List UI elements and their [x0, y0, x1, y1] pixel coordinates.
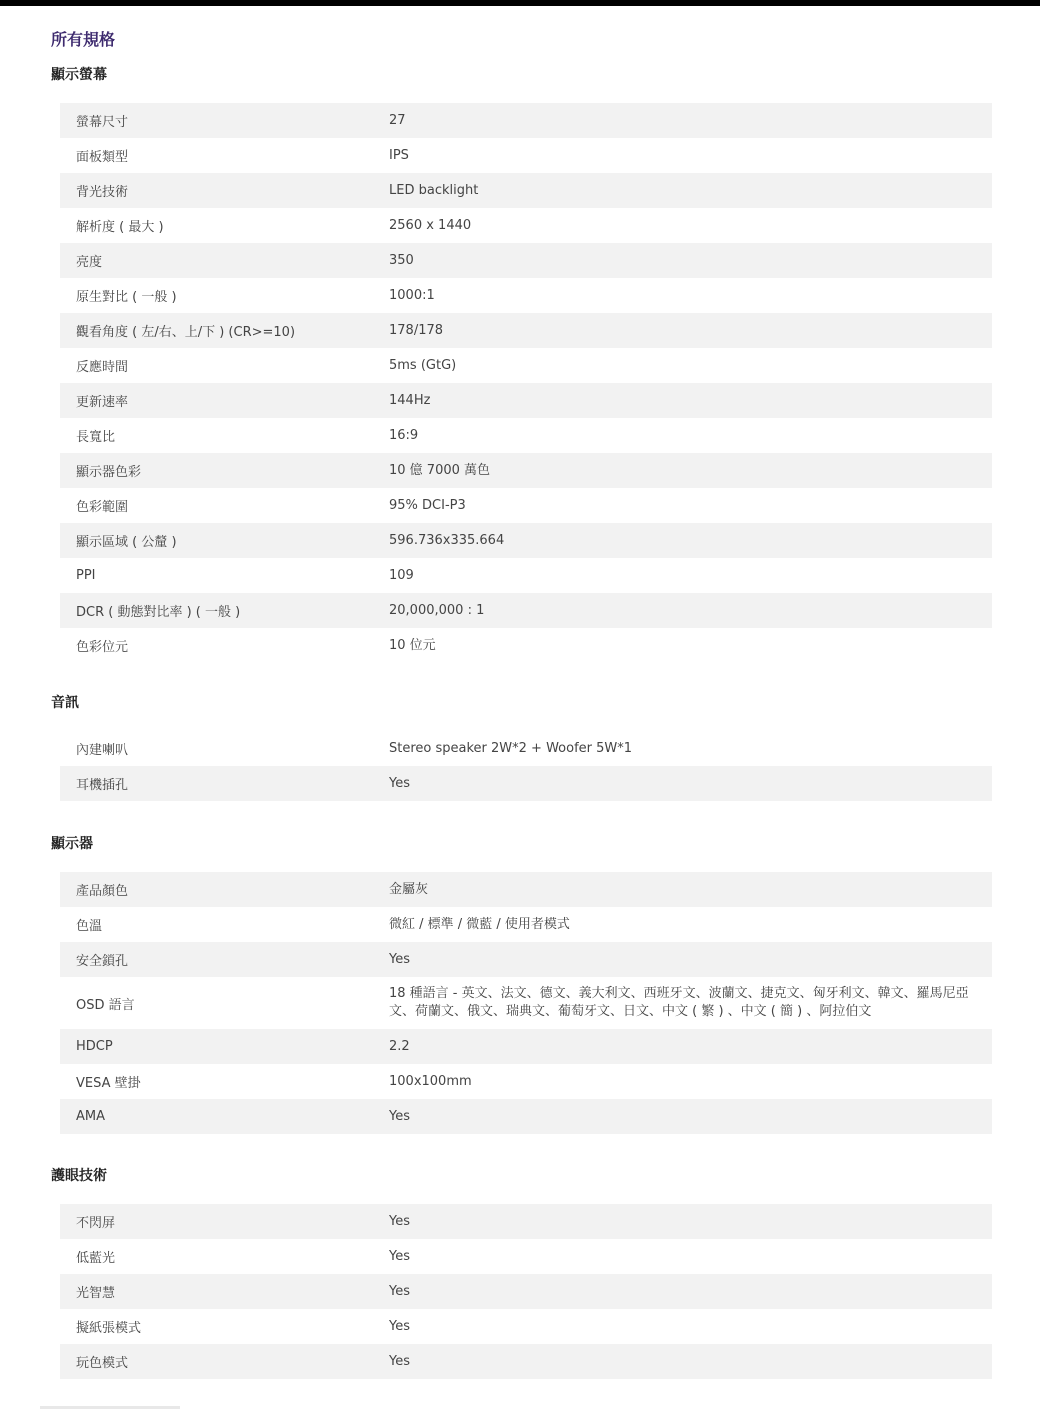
spec-row [60, 138, 992, 173]
spec-label: AMA [76, 1109, 106, 1124]
spec-label: 安全鎖孔 [76, 954, 129, 969]
spec-row [60, 1204, 992, 1239]
spec-label: 玩色模式 [76, 1356, 129, 1371]
spec-value: 1000:1 [389, 287, 435, 303]
spec-value: 18 種語言 - 英文、法文、德文、義大利文、西班牙文、波蘭文、捷克文、匈牙利文、韓文、羅馬尼亞文、荷蘭文、俄文、瑞典文、葡萄牙文、日文、中文 ( 繁 ) 、中文 ( 簡 ) 、阿拉伯文 [389, 986, 969, 1019]
spec-label: 原生對比 ( 一般 ) [76, 290, 177, 305]
spec-value: Yes [389, 1248, 410, 1264]
top-bar [0, 0, 1040, 6]
spec-table [60, 872, 992, 1134]
spec-row [60, 418, 992, 453]
spec-row [60, 1029, 992, 1064]
spec-row [60, 558, 992, 593]
spec-value: 100x100mm [389, 1073, 472, 1089]
spec-label: 內建喇叭 [76, 743, 129, 758]
section-title: 護眼技術 [51, 1168, 107, 1184]
spec-row [60, 628, 992, 663]
spec-row [60, 383, 992, 418]
spec-row [60, 731, 992, 766]
spec-value: Yes [389, 1353, 410, 1369]
spec-label: 面板類型 [76, 150, 129, 165]
spec-row [60, 1064, 992, 1099]
spec-row [60, 766, 992, 801]
spec-table [60, 731, 992, 801]
spec-label: 不閃屏 [76, 1216, 116, 1231]
bottom-divider [40, 1406, 180, 1409]
spec-label: 解析度 ( 最大 ) [76, 220, 164, 235]
spec-label: 擬紙張模式 [76, 1321, 142, 1336]
spec-row [60, 208, 992, 243]
spec-value: Yes [389, 1108, 410, 1124]
page-title: 所有規格 [51, 30, 116, 49]
spec-label: 色彩範圍 [76, 500, 129, 515]
spec-label: 更新速率 [76, 395, 129, 410]
spec-value: 10 位元 [389, 637, 436, 653]
spec-label: 螢幕尺寸 [76, 115, 129, 130]
spec-row [60, 488, 992, 523]
spec-value: 微紅 / 標準 / 微藍 / 使用者模式 [389, 916, 570, 932]
spec-label: 耳機插孔 [76, 778, 129, 793]
spec-value: 178/178 [389, 322, 444, 338]
spec-value: 10 億 7000 萬色 [389, 462, 491, 478]
spec-label: VESA 壁掛 [76, 1076, 141, 1091]
spec-value: 20,000,000 : 1 [389, 602, 485, 618]
spec-row [60, 593, 992, 628]
spec-label: 顯示區域 ( 公釐 ) [76, 535, 177, 550]
spec-label: 光智慧 [76, 1286, 116, 1301]
spec-value: Yes [389, 1213, 410, 1229]
spec-row [60, 103, 992, 138]
spec-value: 5ms (GtG) [389, 357, 457, 373]
spec-row [60, 523, 992, 558]
spec-label: OSD 語言 [76, 997, 135, 1013]
spec-label: 背光技術 [76, 185, 129, 200]
spec-label: 色彩位元 [76, 640, 129, 655]
spec-value: LED backlight [389, 182, 479, 198]
spec-row [60, 872, 992, 907]
spec-label: PPI [76, 568, 96, 583]
spec-value: 27 [389, 112, 406, 128]
section-title: 音訊 [51, 695, 79, 711]
spec-label: 顯示器色彩 [76, 465, 142, 480]
spec-row [60, 1099, 992, 1134]
spec-value: 596.736x335.664 [389, 532, 505, 548]
spec-value: 2560 x 1440 [389, 217, 472, 233]
spec-value: 16:9 [389, 427, 419, 443]
spec-value: 金屬灰 [389, 881, 429, 897]
spec-row [60, 1344, 992, 1379]
spec-row [60, 977, 992, 1029]
spec-row [60, 1309, 992, 1344]
spec-row [60, 453, 992, 488]
spec-value: Yes [389, 951, 410, 967]
spec-value: Yes [389, 1283, 410, 1299]
spec-value: 144Hz [389, 392, 431, 408]
spec-table [60, 1204, 992, 1379]
spec-row [60, 173, 992, 208]
spec-value: Yes [389, 1318, 410, 1334]
spec-row [60, 243, 992, 278]
spec-row [60, 348, 992, 383]
spec-row [60, 313, 992, 348]
spec-value: 350 [389, 252, 414, 268]
spec-row [60, 278, 992, 313]
spec-label: 反應時間 [76, 360, 129, 375]
spec-label: 亮度 [76, 255, 103, 270]
spec-label: 觀看角度 ( 左/右、上/下 ) (CR>=10) [76, 325, 296, 340]
spec-value: IPS [389, 147, 409, 163]
spec-value: 2.2 [389, 1038, 410, 1054]
section-title: 顯示器 [51, 836, 93, 852]
spec-row [60, 942, 992, 977]
spec-label: DCR ( 動態對比率 ) ( 一般 ) [76, 605, 241, 620]
spec-label: 色溫 [76, 919, 103, 934]
spec-label: 長寬比 [76, 430, 116, 445]
spec-row [60, 1239, 992, 1274]
spec-value: Stereo speaker 2W*2 + Woofer 5W*1 [389, 740, 633, 756]
spec-table [60, 103, 992, 663]
spec-row [60, 907, 992, 942]
spec-value: 95% DCI-P3 [389, 497, 466, 513]
section-title: 顯示螢幕 [51, 67, 107, 83]
spec-value: 109 [389, 567, 414, 583]
spec-value: Yes [389, 775, 410, 791]
spec-row [60, 1274, 992, 1309]
spec-label: HDCP [76, 1039, 113, 1054]
spec-label: 低藍光 [76, 1251, 116, 1266]
spec-label: 產品顏色 [76, 884, 129, 899]
